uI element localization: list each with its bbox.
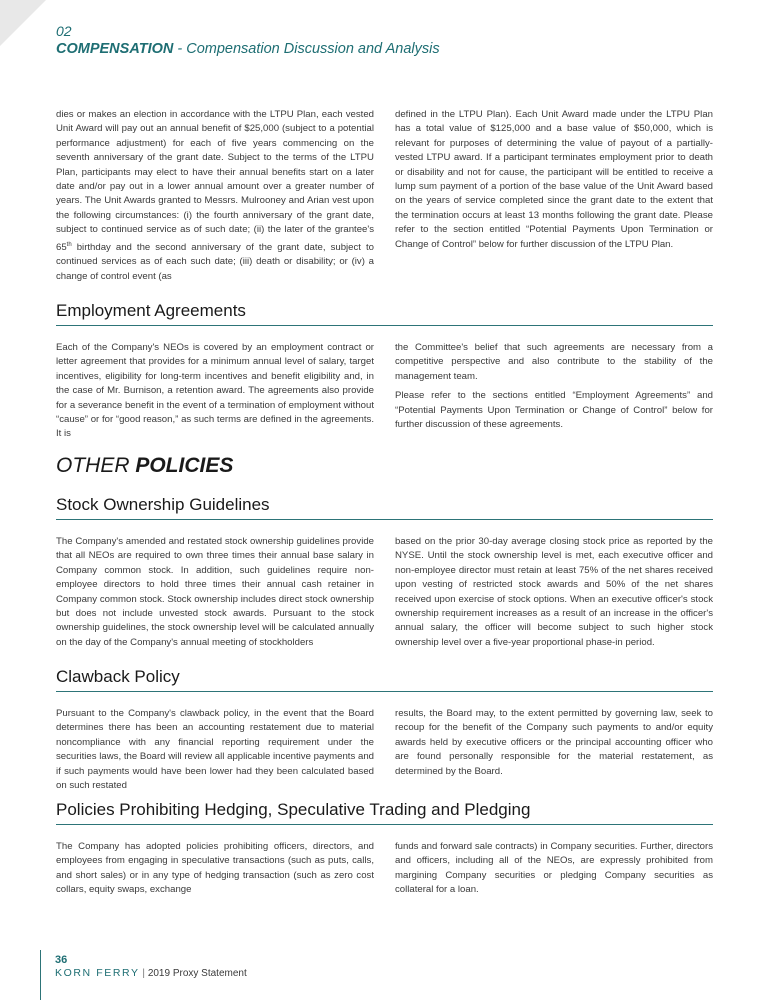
intro-left-text-a: dies or makes an election in accordance with the LTPU Plan, each vested Unit Award will pay out an annual benefit of $25,000 (subject to a potential performance adjustment) for each of five years commencing on the seventh anniversary of the grant date. Subject to the terms of the LTPU Plan, participants may elect to have their annual benefits start on a later date and/or pay out in a lower annual amount over a greater number of years. The Unit Awards granted to Messrs. Mulrooney and Arian vest upon the following circumstances: (i) the fourth anniversary of the grant date, subject to continued service as of such date; (ii) the later of the grantee's 65: [56, 109, 374, 253]
intro-right-text: defined in the LTPU Plan). Each Unit Award made under the LTPU Plan has a total value of $125,000 and a base value of $50,000, which is relevant for purposes of determining the value of payout of a partially-vested LTPU award. If a participant terminates employment prior to death or disability and not for cause, the participant will be entitled to receive a lump sum payment of a portion of the base value of the Unit Award based on the years of service completed since the grant date to the extent that the termination occurs at least 13 months following the grant date. Please refer to the section entitled “Potential Payments Upon Termination or Change of Control” below for further discussion of the LTPU Plan.: [395, 109, 713, 250]
intro-left-text-b: birthday and the second anniversary of the grant date, subject to continued services as of each such date; (iii) death or disability; or (iv) a change of control event (as: [56, 241, 374, 282]
superscript-th: th: [66, 241, 72, 248]
hedging-heading: Policies Prohibiting Hedging, Speculative Trading and Pledging: [56, 799, 713, 825]
intro-right-column: [395, 108, 713, 284]
brand-logo-text: KORN FERRY: [55, 967, 140, 979]
page-corner-decoration: [0, 0, 46, 46]
footer-separator: |: [139, 968, 148, 979]
clawback-section: [56, 666, 713, 793]
page-header: [56, 22, 440, 59]
stock-right-text: based on the prior 30-day average closing stock price as reported by the NYSE. Until the stock ownership level is met, each executive officer and non-employee director must retain at least 75% of the net shares received upon vesting of restricted stock awards and 50% of the net shares received upon exercise of stock options. When an executive officer's stock ownership requirement increases as a result of an increase in the officer's annual salary, the officer will become subject to such higher stock ownership level over a five-year proportional phase-in period.: [395, 536, 713, 648]
stock-left-column: [56, 535, 374, 650]
section-number: 02: [56, 23, 72, 39]
document-title: 2019 Proxy Statement: [147, 968, 247, 979]
employment-heading: Employment Agreements: [56, 300, 713, 326]
employment-section: [56, 300, 713, 442]
hedging-right-text: funds and forward sale contracts) in Company securities. Further, directors and officers, including all of the NEOs, are expressly prohibited from margining Company securities or pledging Company securities as collateral for a loan.: [395, 841, 713, 896]
clawback-right-column: [395, 707, 713, 793]
page-number: 36: [55, 954, 68, 966]
employment-left-text: Each of the Company's NEOs is covered by an employment contract or letter agreement that provides for a minimum annual level of salary, target incentives, eligibility for long-term incentives and benefit eligibility and, in the case of Mr. Burnison, a retention award. The agreements also provide for a severance benefit in the event of a termination of employment without “cause” or for “good reason,” as such terms are defined in the agreements. It is: [56, 342, 374, 440]
section-title: [56, 40, 440, 59]
other-policies-heading: [56, 453, 713, 479]
employment-right-text-1: the Committee's belief that such agreements are necessary from a competitive perspective and also contribute to the stability of the management team.: [395, 342, 713, 382]
clawback-left-text: Pursuant to the Company's clawback policy, in the event that the Board determines there has been an accounting restatement due to material noncompliance with any financial reporting requirement under the securities laws, the Board will review all applicable incentive payments and if such payments would have been lower had they been calculated based on such restated: [56, 708, 374, 792]
hedging-left-column: [56, 840, 374, 898]
hedging-section: [56, 799, 713, 898]
stock-heading: Stock Ownership Guidelines: [56, 494, 713, 520]
employment-right-column: [395, 341, 713, 442]
footer-line: [55, 967, 247, 980]
section-title-rest: - Compensation Discussion and Analysis: [173, 41, 440, 57]
clawback-heading: Clawback Policy: [56, 666, 713, 692]
other-policies-bold: POLICIES: [135, 454, 234, 477]
hedging-right-column: [395, 840, 713, 898]
employment-left-column: [56, 341, 374, 442]
page-footer: [40, 950, 247, 1000]
intro-left-column: [56, 108, 374, 284]
stock-section: [56, 494, 713, 650]
section-title-bold: COMPENSATION: [56, 41, 174, 57]
employment-right-text-2: Please refer to the sections entitled “Employment Agreements” and “Potential Payments Upon Termination or Change of Control” below for further discussion of these agreements.: [395, 390, 713, 431]
stock-right-column: [395, 535, 713, 650]
clawback-left-column: [56, 707, 374, 793]
intro-block: [56, 108, 713, 284]
stock-left-text: The Company's amended and restated stock ownership guidelines provide that all NEOs are required to own three times their annual base salary in Company common stock. In addition, such guidelines require non-employee directors to hold three times their annual cash retainer in Company common stock. Stock ownership includes direct stock ownership but does not include unvested stock awards. Pursuant to the stock ownership guidelines, the stock ownership level will be calculated annually on the day of the Company's annual meeting of stockholders: [56, 536, 374, 648]
clawback-right-text: results, the Board may, to the extent permitted by governing law, seek to recoup for the benefit of the Company such payments to and/or equity awards held by executive officers or the principal accounting officer who are found personally responsible for the material restatement, as determined by the Board.: [395, 708, 713, 777]
hedging-left-text: The Company has adopted policies prohibiting officers, directors, and employees from engaging in speculative transactions (such as puts, calls, and short sales) or in any type of hedging transaction (such as zero cost collars, equity swaps, exchange: [56, 841, 374, 896]
other-policies-light: OTHER: [56, 454, 136, 477]
